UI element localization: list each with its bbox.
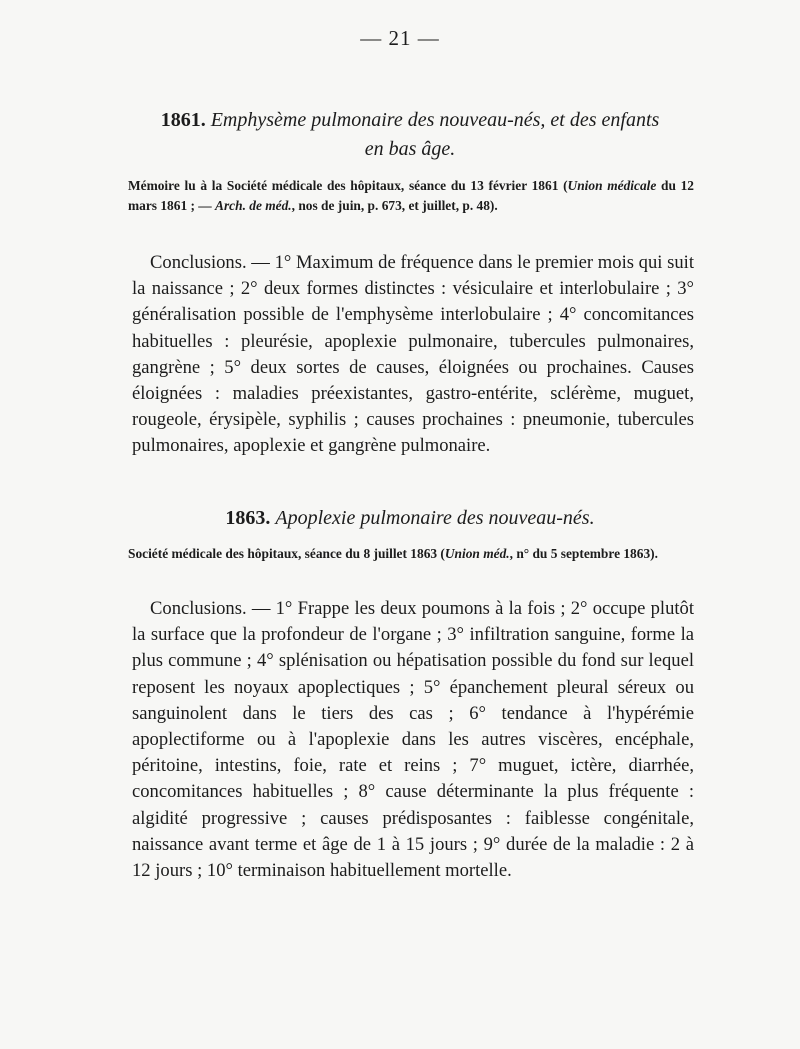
section-2-ref-suffix: , n° du 5 septembre 1863). — [509, 546, 658, 561]
section-1-ref-mid: du 12 mars 1861 ; — — [128, 178, 694, 213]
section-1-ref-archive: Arch. de méd. — [215, 198, 292, 213]
section-2-ref-journal: Union méd. — [444, 546, 510, 561]
section-1-conclusions — [132, 250, 694, 460]
section-2-reference — [128, 544, 694, 564]
section-1-ref-journal: Union médicale — [567, 178, 657, 193]
section-2-conclusions-text: Conclusions. — 1° Frappe les deux poumons à la fois ; 2° occupe plutôt la surface que la profondeur de l'organe ; 3° infiltration sanguine, forme la plus commune ; 4° splénisation ou hépatisation possible du fond sur lequel reposent les noyaux apoplectiques ; 5° épanchement pleural séreux ou sanguinolent dans le tiers des cas ; 6° tendance à l'hypérémie apoplectiforme ou à l'apoplexie dans les autres viscères, encéphale, péritoine, intestins, foie, rate et reins ; 7° muguet, ictère, diarrhée, concomitances habituelles ; 8° cause déterminante la plus fréquente : algidité progressive ; causes prédisposantes : faiblesse congénitale, naissance avant terme et âge de 1 à 15 jours ; 9° durée de la maladie : 2 à 12 jours ; 10° terminaison habituellement mortelle. — [132, 598, 694, 882]
section-1-ref-suffix: , nos de juin, p. 673, et juillet, p. 48). — [291, 198, 498, 213]
section-2-conclusions — [132, 596, 694, 884]
section-1-title — [110, 106, 710, 164]
section-2-ref-prefix: Société médicale des hôpitaux, séance du 8 juillet 1863 ( — [128, 546, 445, 561]
section-1-reference — [128, 176, 694, 216]
page-number: — 21 — — [360, 26, 440, 50]
section-1-ref-prefix: Mémoire lu à la Société médicale des hôpitaux, séance du 13 février 1861 ( — [128, 178, 568, 193]
section-1-year: 1861. — [160, 109, 206, 131]
section-2-title-line1: Apoplexie pulmonaire des nouveau-nés. — [275, 507, 595, 529]
section-1-title-line1: Emphysème pulmonaire des nouveau-nés, et des enfants — [210, 109, 660, 131]
section-2-year: 1863. — [225, 507, 271, 529]
section-2-title — [110, 504, 710, 533]
section-1-conclusions-text: Conclusions. — 1° Maximum de fréquence dans le premier mois qui suit la naissance ; 2° deux formes distinctes : vésiculaire et interlobulaire ; 3° généralisation possible de l'emphysème interlobulaire ; 4° concomitances habituelles : pleurésie, apoplexie pulmonaire, tubercules pulmonaires, gangrène ; 5° deux sortes de causes, éloignées ou prochaines. Causes éloignées : maladies préexistantes, gastro-entérite, sclérème, muguet, rougeole, érysipèle, syphilis ; causes prochaines : pneumonie, tubercules pulmonaires, apoplexie et gangrène pulmonaire. — [132, 252, 694, 457]
section-1-title-line2: en bas âge. — [364, 138, 456, 160]
